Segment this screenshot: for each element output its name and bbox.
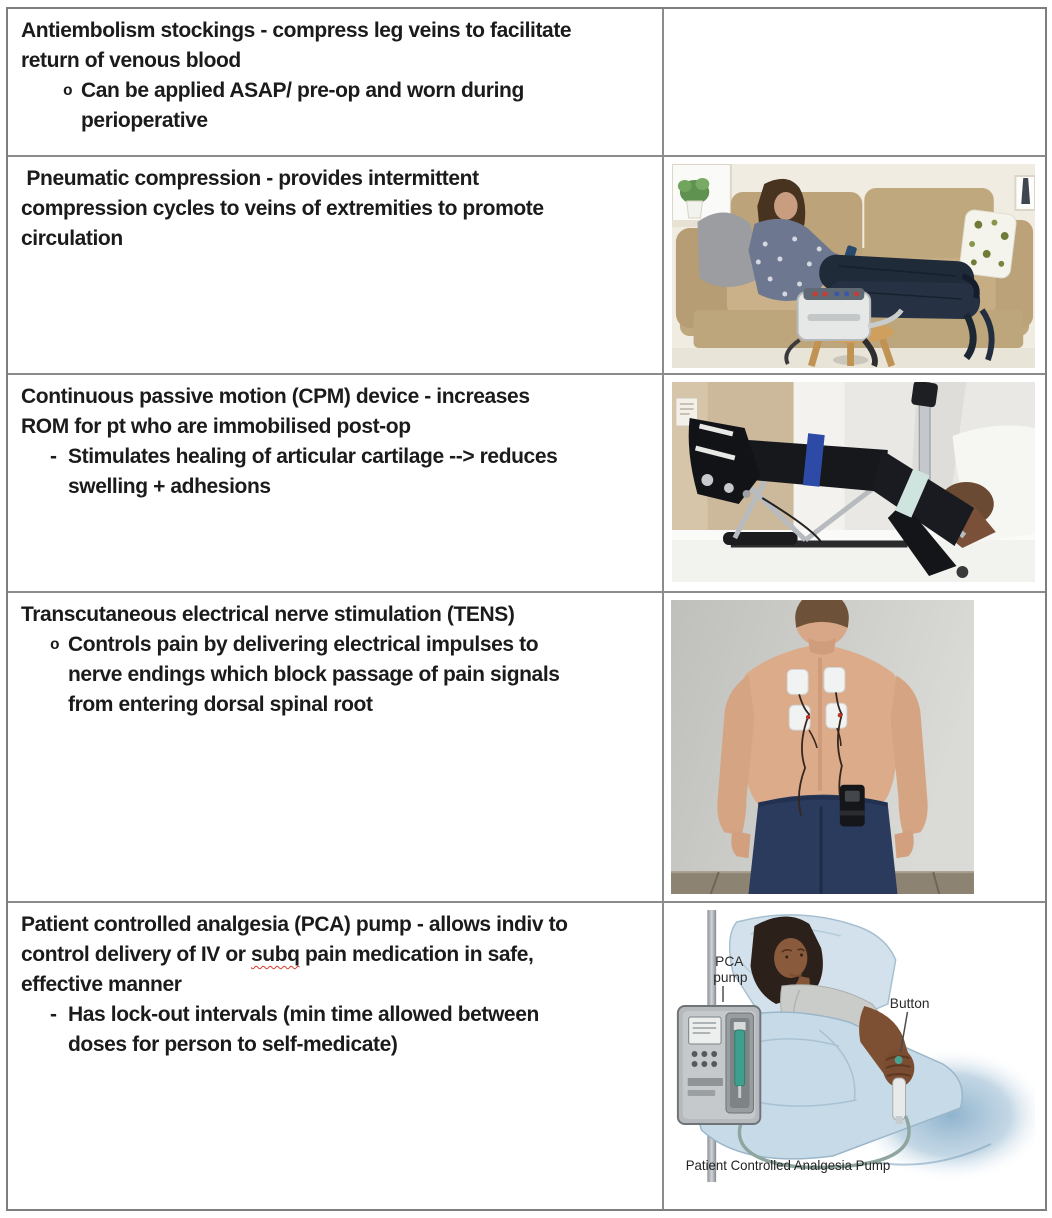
text-line: Patient controlled analgesia (PCA) pump - allows indiv to	[21, 913, 568, 936]
text-line: perioperative	[81, 109, 208, 132]
text-line: circulation	[21, 227, 123, 250]
text-line: doses for person to self-medicate)	[68, 1033, 398, 1056]
text-line: Controls pain by delivering electrical impulses to	[68, 633, 539, 656]
text-line: from entering dorsal spinal root	[68, 693, 373, 716]
dash-bullet-marker: -	[50, 445, 57, 468]
bullet-item	[50, 1000, 654, 1060]
bullet-item	[63, 76, 654, 136]
row-antiembolism-text-cell	[8, 9, 664, 157]
row-pneumatic-image-cell	[664, 157, 1045, 375]
tens-unit-device	[840, 785, 865, 827]
row-pca-image-cell	[664, 903, 1045, 1209]
row-pca-text-cell	[8, 903, 664, 1209]
text-line	[21, 940, 654, 970]
misspelled-word: subq	[250, 943, 300, 966]
navy-pants	[749, 795, 898, 894]
cpm-device-photo	[672, 382, 1035, 582]
row-cpm-image-cell	[664, 375, 1045, 593]
illustration-caption: Patient Controlled Analgesia Pump	[685, 1157, 891, 1174]
bullet-text	[81, 76, 654, 136]
row-antiembolism-empty-cell	[664, 9, 1045, 157]
text-line: effective manner	[21, 973, 182, 996]
text-line: nerve endings which block passage of pain signals	[68, 663, 560, 686]
bullet-item	[50, 630, 654, 720]
circle-bullet-marker: o	[50, 636, 60, 654]
button-label: Button	[889, 994, 930, 1012]
row-tens-image-cell	[664, 593, 1045, 903]
text-line: Can be applied ASAP/ pre-op and worn during	[81, 79, 524, 102]
bullet-text	[68, 442, 654, 502]
pca-pump-illustration	[672, 910, 1035, 1182]
bullet-item	[50, 442, 654, 502]
dash-bullet-marker: -	[50, 1003, 57, 1026]
pca-pump-device	[678, 1006, 760, 1124]
text-line: swelling + adhesions	[68, 475, 271, 498]
bullet-text	[68, 630, 654, 720]
pneumatic-compression-photo	[672, 164, 1035, 368]
bullet-text	[68, 1000, 654, 1060]
text-line: Pneumatic compression - provides intermittent	[21, 167, 479, 190]
text-line: Transcutaneous electrical nerve stimulation (TENS)	[21, 603, 515, 626]
text-segment: pain medication in safe,	[299, 943, 534, 966]
row-pneumatic-text-cell	[8, 157, 664, 375]
circle-bullet-marker: o	[63, 82, 73, 100]
text-line: ROM for pt who are immobilised post-op	[21, 415, 411, 438]
text-line: Antiembolism stockings - compress leg veins to facilitate	[21, 19, 572, 42]
tens-electrodes-photo	[671, 600, 974, 894]
text-line: Continuous passive motion (CPM) device - increases	[21, 385, 530, 408]
notes-table	[6, 7, 1047, 1211]
pca-pump-label: pump	[713, 968, 748, 986]
text-line: compression cycles to veins of extremities to promote	[21, 197, 544, 220]
text-line: return of venous blood	[21, 49, 241, 72]
row-cpm-text-cell	[8, 375, 664, 593]
row-tens-text-cell	[8, 593, 664, 903]
text-line: Stimulates healing of articular cartilage --> reduces	[68, 445, 558, 468]
text-line: Has lock-out intervals (min time allowed between	[68, 1003, 539, 1026]
pca-pump-label: PCA	[715, 952, 744, 970]
text-segment: control delivery of IV or	[21, 943, 251, 966]
